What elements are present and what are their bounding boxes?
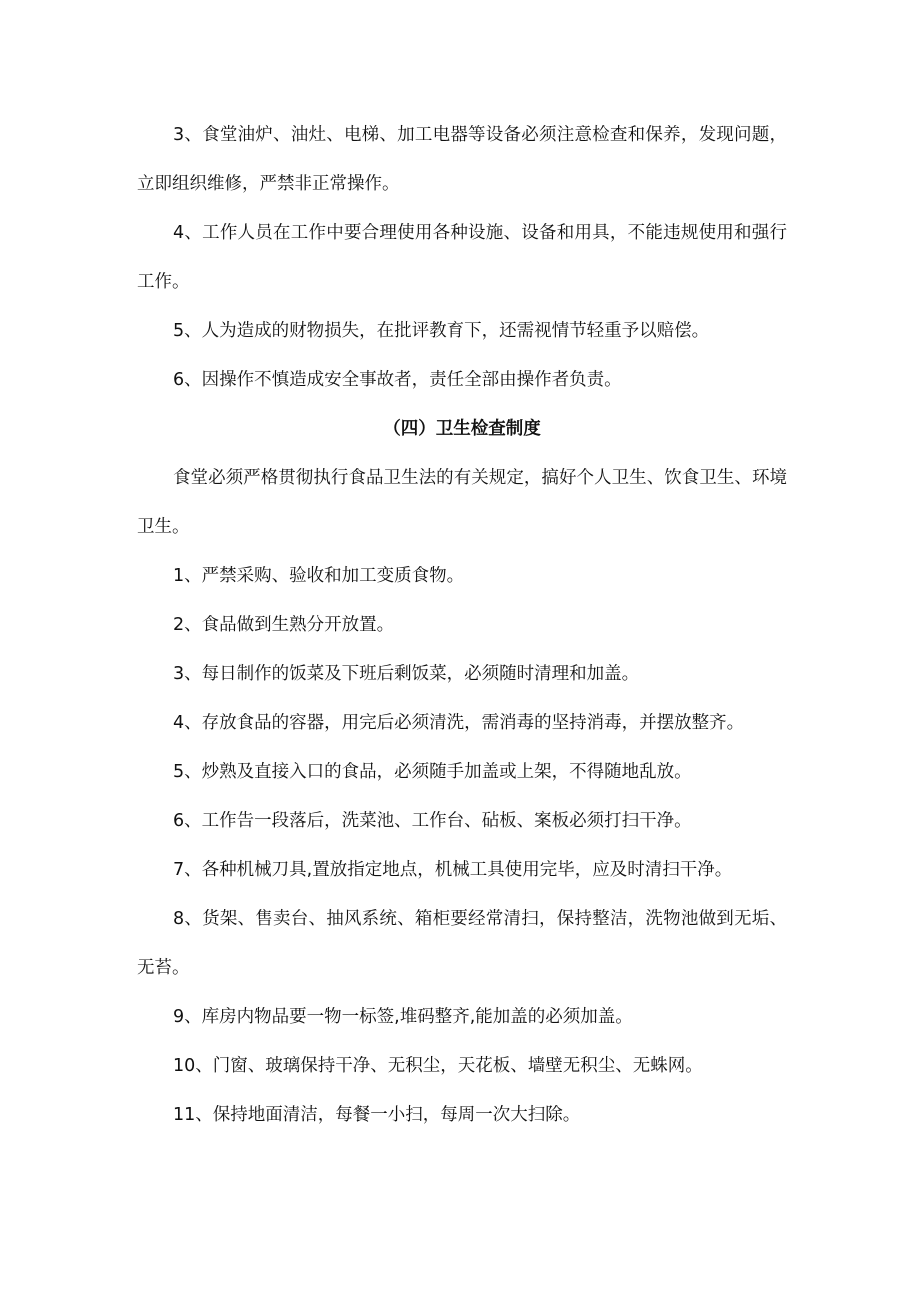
paragraph-property-damage: 5、人为造成的财物损失，在批评教育下，还需视情节轻重予以赔偿。 <box>173 321 710 341</box>
paragraph-safety-liability: 6、因操作不慎造成安全事故者，责任全部由操作者负责。 <box>173 370 622 390</box>
list-item: 10、门窗、玻璃保持干净、无积尘，天花板、墙壁无积尘、无蛛网。 <box>173 1056 703 1076</box>
paragraph-intro: 食堂必须严格贯彻执行食品卫生法的有关规定，搞好个人卫生、饮食卫生、环境卫生。 <box>137 468 787 537</box>
list-item: 6、工作告一段落后，洗菜池、工作台、砧板、案板必须打扫干净。 <box>173 811 692 831</box>
list-item: 5、炒熟及直接入口的食品，必须随手加盖或上架，不得随地乱放。 <box>173 762 692 782</box>
list-item: 1、严禁采购、验收和加工变质食物。 <box>173 566 465 586</box>
list-item: 3、每日制作的饭菜及下班后剩饭菜，必须随时清理和加盖。 <box>173 664 640 684</box>
list-item: 7、各种机械刀具,置放指定地点，机械工具使用完毕，应及时清扫干净。 <box>173 860 733 880</box>
list-item: 8、货架、售卖台、抽风系统、箱柜要经常清扫，保持整洁，洗物池做到无垢、无苔。 <box>137 909 787 978</box>
paragraph-equipment-maintenance: 3、食堂油炉、油灶、电梯、加工电器等设备必须注意检查和保养，发现问题，立即组织维修，严禁非正常操作。 <box>137 125 787 194</box>
list-item: 9、库房内物品要一物一标签,堆码整齐,能加盖的必须加盖。 <box>173 1007 633 1027</box>
list-item: 11、保持地面清洁，每餐一小扫，每周一次大扫除。 <box>173 1105 581 1125</box>
list-item: 4、存放食品的容器，用完后必须清洗，需消毒的坚持消毒，并摆放整齐。 <box>173 713 745 733</box>
paragraph-proper-use: 4、工作人员在工作中要合理使用各种设施、设备和用具，不能违规使用和强行工作。 <box>137 223 787 292</box>
section-title: （四）卫生检查制度 <box>383 419 541 439</box>
list-item: 2、食品做到生熟分开放置。 <box>173 615 395 635</box>
